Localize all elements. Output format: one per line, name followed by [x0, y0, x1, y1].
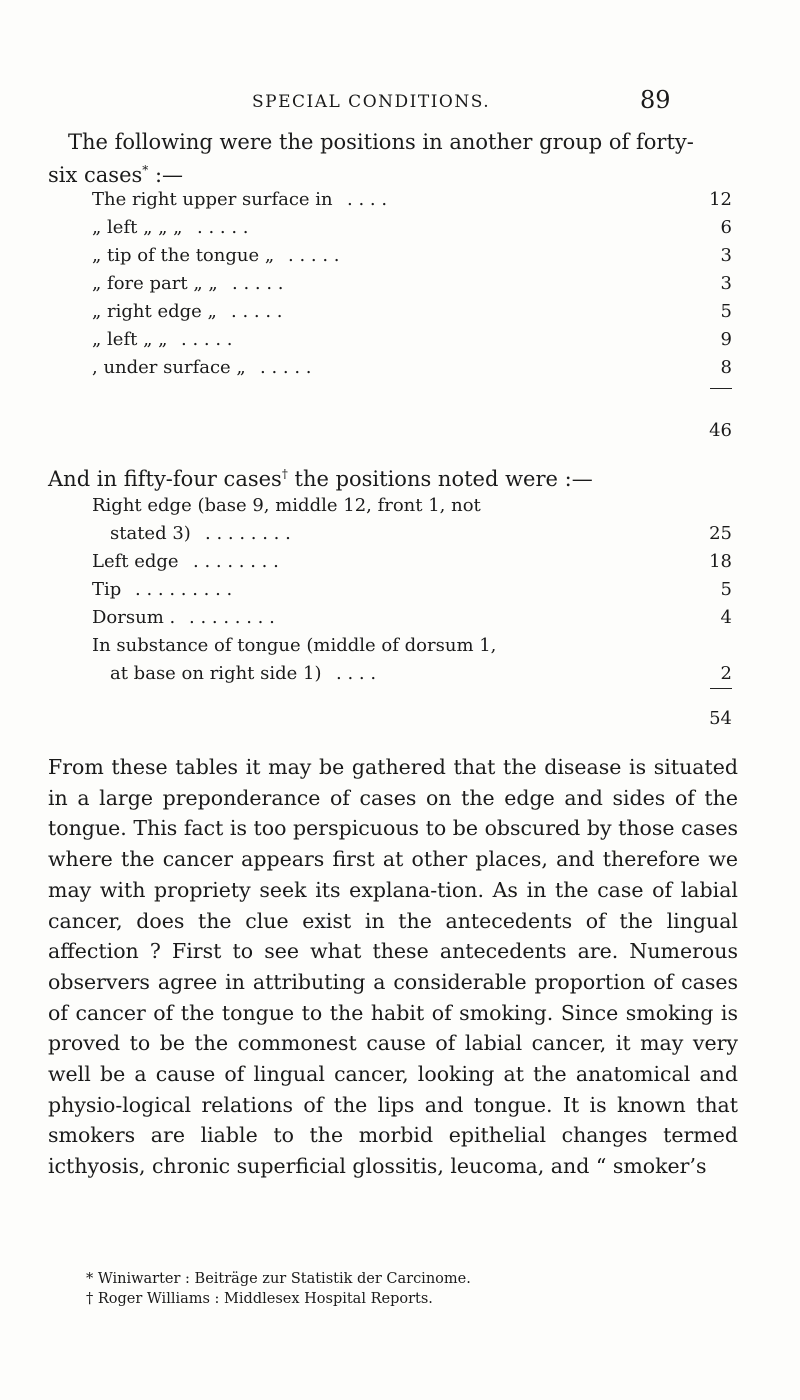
- row-value: 3: [720, 245, 732, 266]
- sum-rule: [710, 688, 732, 689]
- table-row: [92, 214, 732, 242]
- intro-text: six cases: [48, 163, 143, 187]
- sum-rule: [710, 388, 732, 389]
- leader-dots: . . . . . . . .: [205, 523, 291, 544]
- row-label: at base on right side 1): [110, 663, 322, 684]
- table-row: [92, 298, 732, 326]
- row-value: 2: [720, 663, 732, 684]
- row-label: The right upper surface in: [92, 189, 333, 210]
- table-row: [92, 548, 732, 576]
- table-row: [92, 660, 732, 688]
- table-total: 46: [709, 420, 732, 441]
- row-label: „ right edge „: [92, 301, 217, 322]
- row-value: 6: [720, 217, 732, 238]
- footnote: [86, 1289, 736, 1309]
- table-row: [92, 632, 732, 660]
- positions-table-46-total-area: [92, 386, 732, 446]
- footnote-mark: †: [86, 1291, 94, 1307]
- positions-table-54-total-area: [92, 686, 732, 746]
- footnote: [86, 1269, 736, 1289]
- row-value: 9: [720, 329, 732, 350]
- leader-dots: . . . .: [347, 189, 388, 210]
- positions-table-54: [92, 492, 732, 688]
- leader-dots: . . . . .: [231, 301, 283, 322]
- row-value: 5: [720, 579, 732, 600]
- row-label: Tip: [92, 579, 122, 600]
- footnote-text: Roger Williams : Middlesex Hospital Reports.: [97, 1291, 433, 1307]
- leader-dots: . . . . . . . .: [193, 551, 279, 572]
- table-total: 54: [709, 708, 732, 729]
- section-intro-text-end: the positions noted were :—: [287, 467, 593, 491]
- positions-table-46: [92, 186, 732, 382]
- footnote-marker: *: [142, 163, 149, 177]
- row-label: „ fore part „ „: [92, 273, 218, 294]
- footnote-marker: †: [281, 467, 288, 481]
- leader-dots: . . . . .: [181, 329, 233, 350]
- table-row: [92, 604, 732, 632]
- footnotes: [86, 1269, 736, 1309]
- leader-dots: . . . . . . . . .: [135, 579, 233, 600]
- running-head: [0, 86, 800, 116]
- intro-line: The following were the positions in another group of forty-: [68, 130, 694, 154]
- row-label: In substance of tongue (middle of dorsum 1,: [92, 635, 497, 656]
- leader-dots: . . . . .: [197, 217, 249, 238]
- table-row: [92, 270, 732, 298]
- row-value: 3: [720, 273, 732, 294]
- row-label: „ left „ „: [92, 329, 168, 350]
- row-label: , under surface „: [92, 357, 246, 378]
- table-row: [92, 186, 732, 214]
- row-value: 18: [709, 551, 732, 572]
- table-row: [92, 326, 732, 354]
- row-label: Dorsum .: [92, 607, 176, 628]
- intro-line: [48, 156, 728, 189]
- table-row: [92, 492, 732, 520]
- footnote-mark: *: [86, 1271, 94, 1287]
- section-intro: [48, 460, 738, 493]
- leader-dots: . . . . .: [232, 273, 284, 294]
- table-row: [92, 576, 732, 604]
- table-row: [92, 520, 732, 548]
- row-value: 25: [709, 523, 732, 544]
- row-value: 4: [720, 607, 732, 628]
- row-label: „ tip of the tongue „: [92, 245, 275, 266]
- row-label: Right edge (base 9, middle 12, front 1, not: [92, 495, 481, 516]
- row-label: „ left „ „ „: [92, 217, 183, 238]
- intro-text-end: :—: [148, 163, 184, 187]
- leader-dots: . . . . . . . .: [189, 607, 275, 628]
- row-label: Left edge: [92, 551, 179, 572]
- row-value: 12: [709, 189, 732, 210]
- footnote-text: Winiwarter : Beiträge zur Statistik der Carcinome.: [97, 1271, 471, 1287]
- body-paragraph: From these tables it may be gathered that the disease is situated in a large preponderance of cases on the edge and sides of the tongue. This fact is too perspicuous to be obscured by those cases where the cancer appears first at other places, and therefore we may with propriety seek its explana-tion. As in the case of labial cancer, does the clue exist in the antecedents of the lingual affection ? First to see what these antecedents are. Numerous observers agree in attributing a considerable proportion of cases of cancer of the tongue to the habit of smoking. Since smoking is proved to be the commonest cause of labial cancer, it may very well be a cause of lingual cancer, looking at the anatomical and physio-logical relations of the lips and tongue. It is known that smokers are liable to the morbid epithelial changes termed icthyosis, chronic superficial glossitis, leucoma, and “ smoker’s: [48, 755, 738, 1179]
- row-value: 8: [720, 357, 732, 378]
- table-row: [92, 354, 732, 382]
- table-row: [92, 242, 732, 270]
- leader-dots: . . . .: [336, 663, 377, 684]
- page-number: 89: [640, 86, 671, 114]
- row-label: stated 3): [110, 523, 191, 544]
- row-value: 5: [720, 301, 732, 322]
- running-title: SPECIAL CONDITIONS.: [252, 92, 491, 112]
- section-intro-text: And in fifty-four cases: [48, 467, 282, 491]
- leader-dots: . . . . .: [288, 245, 340, 266]
- leader-dots: . . . . .: [260, 357, 312, 378]
- intro-paragraph: [48, 128, 728, 189]
